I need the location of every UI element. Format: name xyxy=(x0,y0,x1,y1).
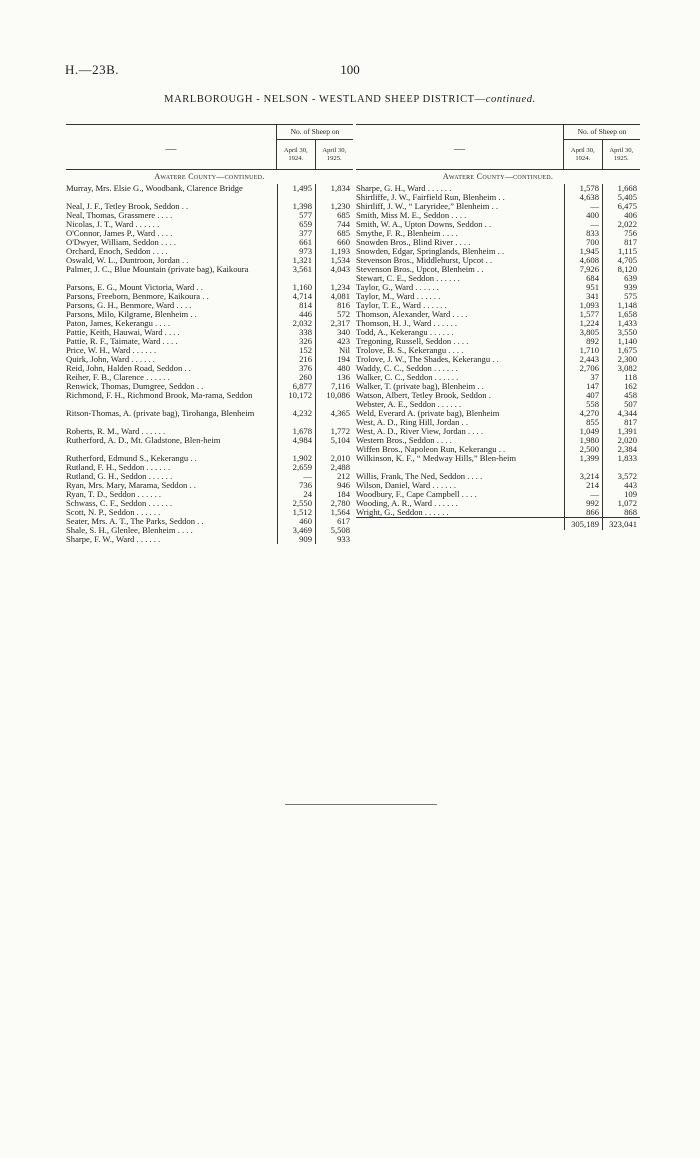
sheep-1925: 817 xyxy=(602,418,640,427)
owner-name: Snowden Bros., Blind River . . . . xyxy=(356,238,471,247)
sheep-1925: 1,115 xyxy=(602,247,640,256)
sheep-1924: 1,512 xyxy=(277,508,315,517)
sheep-1924: 1,160 xyxy=(277,283,315,292)
sheep-1924: 260 xyxy=(277,373,315,382)
sheep-1925: 1,675 xyxy=(602,346,640,355)
owner-name: Reiher, F. B., Clarence . . . . . . xyxy=(66,373,170,382)
sheep-1924: 4,270 xyxy=(564,409,602,418)
owner-name: Webster, A. E., Seddon . . . . . . xyxy=(356,400,462,409)
right-table-body xyxy=(356,184,640,517)
sheep-1924: 833 xyxy=(564,229,602,238)
sheep-1924: 736 xyxy=(277,481,315,490)
sheep-1924: 3,805 xyxy=(564,328,602,337)
owner-name: Rutland, F. H., Seddon . . . . . . xyxy=(66,463,171,472)
owner-name: Shale, S. H., Glenlee, Blenheim . . . . xyxy=(66,526,193,535)
sheep-1924: 814 xyxy=(277,301,315,310)
sheep-1925: 184 xyxy=(315,490,353,499)
sheep-1924: 661 xyxy=(277,238,315,247)
sheep-1925: 1,564 xyxy=(315,508,353,517)
sheep-1924: 866 xyxy=(564,508,602,517)
sheep-1924: 3,469 xyxy=(277,526,315,535)
owner-name: Weld, Everard A. (private bag), Blenheim xyxy=(356,409,500,418)
sheep-1924: — xyxy=(564,490,602,499)
owner-name: Rutland, G. H., Seddon . . . . . . xyxy=(66,472,173,481)
sheep-1924: 973 xyxy=(277,247,315,256)
sheep-1925: 4,081 xyxy=(315,292,353,301)
sheep-1925: 10,086 xyxy=(315,391,353,409)
end-rule xyxy=(285,804,437,805)
owner-name: Taylor, M., Ward . . . . . . xyxy=(356,292,441,301)
sheep-1925: 946 xyxy=(315,481,353,490)
document-reference: H.—23B. xyxy=(65,62,120,77)
sheep-1924: 4,714 xyxy=(277,292,315,301)
sheep-1925: 5,104 xyxy=(315,436,353,454)
table-row xyxy=(66,409,353,427)
sheep-1925: 109 xyxy=(602,490,640,499)
sheep-count-header: No. of Sheep on xyxy=(564,125,640,140)
sheep-1924: 558 xyxy=(564,400,602,409)
page-number: 100 xyxy=(340,62,360,77)
sheep-1924: 1,224 xyxy=(564,319,602,328)
sheep-1925: 1,234 xyxy=(315,283,353,292)
owner-name: Willis, Frank, The Ned, Seddon . . . . xyxy=(356,472,483,481)
sheep-1925: 744 xyxy=(315,220,353,229)
table-header xyxy=(66,124,353,170)
sheep-1925: 2,020 xyxy=(602,436,640,445)
sheep-1924: 377 xyxy=(277,229,315,238)
owner-name: Orchard, Enoch, Seddon . . . . xyxy=(66,247,168,256)
owner-name: Richmond, F. H., Richmond Brook, Ma-rama, Seddon xyxy=(66,391,253,400)
owner-name: Parsons, G. H., Benmore, Ward . . . . xyxy=(66,301,192,310)
sheep-1924: 1,398 xyxy=(277,202,315,211)
sheep-1925: 8,120 xyxy=(602,265,640,274)
owner-name: Pattie, R. F., Taimate, Ward . . . . xyxy=(66,337,178,346)
sheep-1924: 4,232 xyxy=(277,409,315,427)
column-header-1925: April 30, 1925. xyxy=(602,140,641,169)
owner-name: Seater, Mrs. A. T., The Parks, Seddon . . xyxy=(66,517,204,526)
sheep-1925: 423 xyxy=(315,337,353,346)
sheep-1924: 1,902 xyxy=(277,454,315,463)
owner-name: Smythe, F. R., Blenheim . . . . xyxy=(356,229,458,238)
sheep-1925: 1,391 xyxy=(602,427,640,436)
sheep-1925: 1,833 xyxy=(602,454,640,472)
sheep-1925: 480 xyxy=(315,364,353,373)
sheep-1925: 458 xyxy=(602,391,640,400)
sheep-1924: 4,638 xyxy=(564,193,602,202)
owner-name: Wilkinson, K. F., “ Medway Hills,” Blen-heim xyxy=(356,454,517,463)
sheep-1924: 3,561 xyxy=(277,265,315,283)
sheep-1924: 2,500 xyxy=(564,445,602,454)
sheep-1925: 507 xyxy=(602,400,640,409)
owner-name: Reid, John, Halden Road, Seddon . . xyxy=(66,364,191,373)
sheep-1925: 639 xyxy=(602,274,640,283)
sheep-1924: 10,172 xyxy=(277,391,315,409)
owner-name: Ryan, T. D., Seddon . . . . . . xyxy=(66,490,162,499)
sheep-1925: 1,148 xyxy=(602,301,640,310)
sheep-1925: 212 xyxy=(315,472,353,481)
owner-name: Schwass, C. F., Seddon . . . . . . xyxy=(66,499,173,508)
owner-name: Scott, N. P., Seddon . . . . . . xyxy=(66,508,161,517)
page-title-suffix: continued. xyxy=(485,94,536,105)
owner-name: Thomson, H. J., Ward . . . . . . xyxy=(356,319,458,328)
owner-name: Smith, W. A., Upton Downs, Seddon . . xyxy=(356,220,492,229)
owner-name: Shirtliff, J. W., “ Laryridee,” Blenheim . . xyxy=(356,202,499,211)
table-row xyxy=(356,508,640,517)
sheep-1924: 577 xyxy=(277,211,315,220)
sheep-1924: 446 xyxy=(277,310,315,319)
sheep-1925: 3,082 xyxy=(602,364,640,373)
sheep-1924: 152 xyxy=(277,346,315,355)
owner-name: Thomson, Alexander, Ward . . . . xyxy=(356,310,468,319)
sheep-1924: 24 xyxy=(277,490,315,499)
sheep-1924: 2,032 xyxy=(277,319,315,328)
owner-name: Trolove, J. W., The Shades, Kekerangu . . xyxy=(356,355,499,364)
owner-name: O'Connor, James P., Ward . . . . xyxy=(66,229,173,238)
owner-name: Trolove, B. S., Kekerangu . . . . xyxy=(356,346,464,355)
sheep-1924: 326 xyxy=(277,337,315,346)
sheep-1925: 1,433 xyxy=(602,319,640,328)
sheep-1924: 4,608 xyxy=(564,256,602,265)
owner-name: Snowden, Edgar, Springlands, Blenheim . . xyxy=(356,247,505,256)
column-header-1924: April 30, 1924. xyxy=(283,147,308,162)
sheep-1925: 756 xyxy=(602,229,640,238)
owner-name: Waddy, C. C., Seddon . . . . . . xyxy=(356,364,458,373)
owner-name: Paton, James, Kekerangu . . . . xyxy=(66,319,171,328)
sheep-1925: 6,475 xyxy=(602,202,640,211)
sheep-1924: 3,214 xyxy=(564,472,602,481)
sheep-1924: 1,049 xyxy=(564,427,602,436)
sheep-1925: 575 xyxy=(602,292,640,301)
sheep-1924: 338 xyxy=(277,328,315,337)
owner-name: Nicolas, J. T., Ward . . . . . . xyxy=(66,220,160,229)
sheep-1925: 4,705 xyxy=(602,256,640,265)
sheep-1924: 1,321 xyxy=(277,256,315,265)
left-sheep-table xyxy=(66,124,353,544)
sheep-1925: 1,772 xyxy=(315,427,353,436)
sheep-1924: 407 xyxy=(564,391,602,400)
sheep-1924: 6,877 xyxy=(277,382,315,391)
sheep-1925: 4,365 xyxy=(315,409,353,427)
owner-name: Taylor, G., Ward . . . . . . xyxy=(356,283,439,292)
owner-name: Neal, J. F., Tetley Brook, Seddon . . xyxy=(66,202,189,211)
owner-name: Stevenson Bros., Upcot, Blenheim . . xyxy=(356,265,484,274)
sheep-1924: 341 xyxy=(564,292,602,301)
column-header-1924: April 30, 1924. xyxy=(570,147,595,162)
sheep-1925: 1,534 xyxy=(315,256,353,265)
sheep-1925: 7,116 xyxy=(315,382,353,391)
sheep-1924: 992 xyxy=(564,499,602,508)
sheep-1925: 194 xyxy=(315,355,353,364)
right-sheep-table xyxy=(356,124,640,530)
sheep-1924: — xyxy=(564,220,602,229)
owner-name: Wiffen Bros., Napoleon Run, Kekerangu . . xyxy=(356,445,506,454)
sheep-1924: 37 xyxy=(564,373,602,382)
owner-name: Western Bros., Seddon . . . . xyxy=(356,436,452,445)
sheep-1924: 1,495 xyxy=(277,184,315,202)
sheep-1924: 216 xyxy=(277,355,315,364)
sheep-1925: 136 xyxy=(315,373,353,382)
sheep-1924: 909 xyxy=(277,535,315,544)
sheep-1925: 340 xyxy=(315,328,353,337)
owner-name: Sharpe, G. H., Ward . . . . . . xyxy=(356,184,452,193)
sheep-1925: 1,140 xyxy=(602,337,640,346)
sheep-1924: 892 xyxy=(564,337,602,346)
name-column-header: — xyxy=(454,143,465,155)
owner-name: Wilson, Daniel, Ward . . . . . . xyxy=(356,481,457,490)
owner-name: Wright, G., Seddon . . . . . . xyxy=(356,508,449,517)
sheep-1925: 2,300 xyxy=(602,355,640,364)
table-row xyxy=(356,454,640,472)
owner-name: West, A. D., River View, Jordan . . . . xyxy=(356,427,483,436)
table-row xyxy=(66,391,353,409)
sheep-1924: 1,980 xyxy=(564,436,602,445)
sheep-1924: 400 xyxy=(564,211,602,220)
sheep-1925: 1,230 xyxy=(315,202,353,211)
sheep-1924: 659 xyxy=(277,220,315,229)
sheep-1924: 1,710 xyxy=(564,346,602,355)
sheep-1924: 700 xyxy=(564,238,602,247)
left-table-body xyxy=(66,184,353,544)
total-1924: 305,189 xyxy=(564,518,602,530)
sheep-1925: 685 xyxy=(315,211,353,220)
owner-name: Quirk, John, Ward . . . . . . xyxy=(66,355,155,364)
sheep-1925: 5,508 xyxy=(315,526,353,535)
sheep-1924: 2,706 xyxy=(564,364,602,373)
county-subheading: Awatere County—continued. xyxy=(154,172,265,181)
table-row xyxy=(66,436,353,454)
sheep-1924: 7,926 xyxy=(564,265,602,274)
sheep-1925: 2,010 xyxy=(315,454,353,463)
sheep-1924: 2,550 xyxy=(277,499,315,508)
sheep-1924: 2,659 xyxy=(277,463,315,472)
owner-name: Woodbury, F., Cape Campbell . . . . xyxy=(356,490,477,499)
sheep-1925: 2,384 xyxy=(602,445,640,454)
owner-name: Rutherford, A. D., Mt. Gladstone, Blen-heim xyxy=(66,436,221,445)
owner-name: Roberts, R. M., Ward . . . . . . xyxy=(66,427,166,436)
column-header-1925: April 30, 1925. xyxy=(315,140,354,169)
owner-name: Parsons, E. G., Mount Victoria, Ward . . xyxy=(66,283,203,292)
owner-name: Ritson-Thomas, A. (private bag), Tirohanga, Blenheim xyxy=(66,409,255,418)
sheep-1925: 572 xyxy=(315,310,353,319)
sheep-1925: 2,022 xyxy=(602,220,640,229)
owner-name: Parsons, Freeborn, Benmore, Kaikoura . . xyxy=(66,292,209,301)
owner-name: Todd, A., Kekerangu . . . . . . xyxy=(356,328,454,337)
sheep-1924: 147 xyxy=(564,382,602,391)
sheep-1925: 1,072 xyxy=(602,499,640,508)
sheep-1924: 2,443 xyxy=(564,355,602,364)
owner-name: Taylor, T. E., Ward . . . . . . xyxy=(356,301,447,310)
sheep-1924: 1,577 xyxy=(564,310,602,319)
sheep-1925: 3,550 xyxy=(602,328,640,337)
sheep-1925: 1,193 xyxy=(315,247,353,256)
sheep-1924: 684 xyxy=(564,274,602,283)
owner-name: Price, W. H., Ward . . . . . . xyxy=(66,346,157,355)
sheep-1925: 118 xyxy=(602,373,640,382)
sheep-1924: 1,945 xyxy=(564,247,602,256)
total-1925: 323,041 xyxy=(602,518,640,530)
owner-name: Murray, Mrs. Elsie G., Woodbank, Clarence Bridge xyxy=(66,184,243,193)
sheep-1924: 1,678 xyxy=(277,427,315,436)
sheep-1925: 939 xyxy=(602,283,640,292)
sheep-1925: 660 xyxy=(315,238,353,247)
sheep-1925: 4,043 xyxy=(315,265,353,283)
owner-name: Stewart, C. E., Seddon . . . . . . xyxy=(356,274,460,283)
owner-name: Sharpe, F. W., Ward . . . . . . xyxy=(66,535,161,544)
sheep-1925: 162 xyxy=(602,382,640,391)
sheep-1925: 2,317 xyxy=(315,319,353,328)
sheep-1924: 4,984 xyxy=(277,436,315,454)
sheep-1925: 1,668 xyxy=(602,184,640,193)
sheep-1925: 617 xyxy=(315,517,353,526)
total-row xyxy=(356,517,640,530)
page-title-text: MARLBOROUGH - NELSON - WESTLAND SHEEP DISTRICT— xyxy=(164,94,486,105)
owner-name: Walker, T. (private bag), Blenheim . . xyxy=(356,382,484,391)
owner-name: Walker, C. C., Seddon . . . . . . xyxy=(356,373,459,382)
page-title xyxy=(0,94,700,105)
county-subheading: Awatere County—continued. xyxy=(442,172,554,181)
sheep-1924: 460 xyxy=(277,517,315,526)
sheep-1925: 3,572 xyxy=(602,472,640,481)
table-row xyxy=(66,265,353,283)
sheep-1924: 1,578 xyxy=(564,184,602,193)
sheep-1925: 817 xyxy=(602,238,640,247)
sheep-1924: 1,093 xyxy=(564,301,602,310)
sheep-1924: 1,399 xyxy=(564,454,602,472)
owner-name: Stevenson Bros., Middlehurst, Upcot . . xyxy=(356,256,493,265)
sheep-1925: 1,658 xyxy=(602,310,640,319)
table-row xyxy=(66,184,353,202)
owner-name: Renwick, Thomas, Dumgree, Seddon . . xyxy=(66,382,204,391)
sheep-1925: 406 xyxy=(602,211,640,220)
sheep-1925: Nil xyxy=(315,346,353,355)
sheep-1925: 685 xyxy=(315,229,353,238)
sheep-1925: 933 xyxy=(315,535,353,544)
owner-name: Parsons, Milo, Kilgrame, Blenheim . . xyxy=(66,310,197,319)
owner-name: Shirtliffe, J. W., Fairfield Run, Blenheim . . xyxy=(356,193,505,202)
owner-name: Neal, Thomas, Grassmere . . . . xyxy=(66,211,173,220)
sheep-1925: 868 xyxy=(602,508,640,517)
owner-name: Rutherford, Edmund S., Kekerangu . . xyxy=(66,454,197,463)
sheep-1925: 1,834 xyxy=(315,184,353,202)
sheep-1925: 4,344 xyxy=(602,409,640,418)
owner-name: Watson, Albert, Tetley Brook, Seddon . xyxy=(356,391,491,400)
sheep-1924: 855 xyxy=(564,418,602,427)
owner-name: O'Dwyer, William, Seddon . . . . xyxy=(66,238,177,247)
owner-name: Smith, Miss M. E., Seddon . . . . xyxy=(356,211,467,220)
sheep-1924: — xyxy=(277,472,315,481)
table-row xyxy=(66,535,353,544)
table-header xyxy=(356,124,640,170)
sheep-1924: 214 xyxy=(564,481,602,490)
sheep-1925: 443 xyxy=(602,481,640,490)
sheep-1924: 376 xyxy=(277,364,315,373)
owner-name: Tregoning, Russell, Seddon . . . . xyxy=(356,337,469,346)
sheep-1925: 816 xyxy=(315,301,353,310)
owner-name: West, A. D., Ring Hill, Jordan . . xyxy=(356,418,468,427)
owner-name: Ryan, Mrs. Mary, Marama, Seddon . . xyxy=(66,481,196,490)
owner-name: Palmer, J. C., Blue Mountain (private bag), Kaikoura xyxy=(66,265,249,274)
sheep-1925: 2,488 xyxy=(315,463,353,472)
sheep-count-header: No. of Sheep on xyxy=(277,125,353,140)
sheep-1924: — xyxy=(564,202,602,211)
owner-name: Pattie, Keith, Hauwai, Ward . . . . xyxy=(66,328,180,337)
sheep-1925: 5,405 xyxy=(602,193,640,202)
name-column-header: — xyxy=(165,143,177,155)
sheep-1924: 951 xyxy=(564,283,602,292)
owner-name: Oswald, W. L., Duntroon, Jordan . . xyxy=(66,256,189,265)
sheep-1925: 2,780 xyxy=(315,499,353,508)
owner-name: Wooding, A. R., Ward . . . . . . xyxy=(356,499,458,508)
